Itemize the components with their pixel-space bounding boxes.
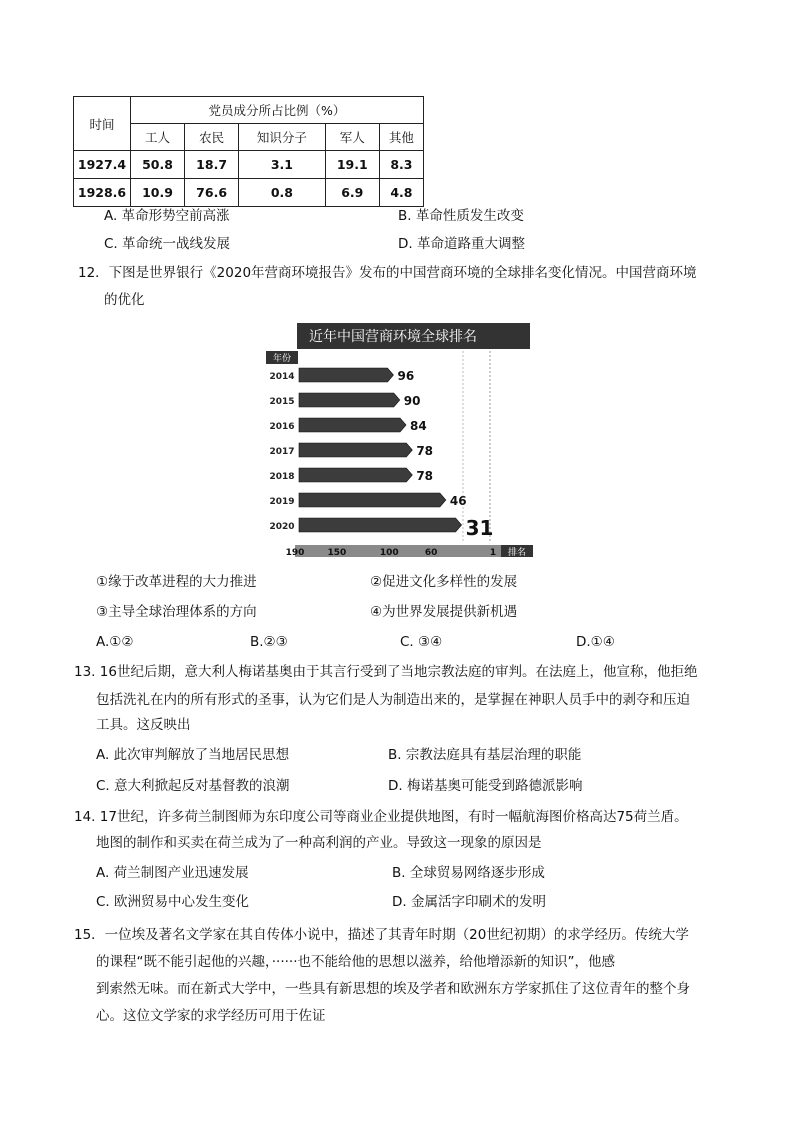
year-tick-label: 2019 (269, 497, 295, 507)
table-cell: 19.1 (325, 151, 379, 179)
q14-option-d: D. 金属活字印刷术的发明 (392, 894, 546, 910)
q15-stem-line4: 心。这位文学家的求学经历可用于佐证 (96, 1008, 326, 1024)
time-header: 时间 (74, 97, 131, 151)
q12-stem-line2: 的优化 (104, 292, 145, 308)
bar (299, 418, 406, 432)
table-cell: 8.3 (379, 151, 423, 179)
data-label: 96 (397, 369, 415, 383)
x-axis-band (295, 545, 505, 557)
column-header: 知识分子 (239, 124, 326, 151)
x-tick-label: 1 (489, 548, 497, 558)
q13-stem-line3: 工具。这反映出 (96, 717, 191, 733)
ranking-bar-chart (265, 323, 533, 559)
year-axis-label: 年份 (272, 354, 292, 364)
q12-statement-3: ③主导全球治理体系的方向 (96, 604, 257, 620)
data-label: 46 (449, 494, 467, 508)
q13-stem-line2: 包括洗礼在内的所有形式的圣事，认为它们是人为制造出来的，是掌握在神职人员手中的剥夺和压迫 (96, 692, 690, 708)
q12-option-d: D.①④ (576, 634, 615, 650)
year-tick-label: 2014 (269, 372, 295, 382)
table-cell: 3.1 (239, 151, 326, 179)
q12-option-c: C. ③④ (400, 634, 443, 650)
year-tick-label: 2015 (269, 397, 295, 407)
data-label: 78 (416, 469, 434, 483)
q11-option-d: D. 革命道路重大调整 (398, 236, 525, 252)
rank-axis-label: 排名 (507, 548, 527, 558)
q11-option-c: C. 革命统一战线发展 (104, 236, 231, 252)
q13-stem-line1: 13. 16世纪后期，意大利人梅诺基奥由于其言行受到了当地宗教法庭的审判。在法庭上，他宣称，他拒绝 (74, 664, 698, 680)
q12-option-b: B.②③ (250, 634, 288, 650)
year-tick-label: 2017 (269, 447, 295, 457)
group-header: 党员成分所占比例（%） (131, 97, 424, 124)
x-tick-label: 190 (285, 548, 305, 558)
data-label: 78 (416, 444, 434, 458)
bar (299, 368, 393, 382)
q12-statement-4: ④为世界发展提供新机遇 (370, 604, 518, 620)
table-cell: 0.8 (239, 179, 326, 207)
bar (299, 493, 446, 507)
row-time: 1928.6 (74, 179, 131, 207)
table-row (74, 151, 424, 179)
q14-option-a: A. 荷兰制图产业迅速发展 (96, 865, 249, 881)
q12-option-a: A.①② (96, 634, 134, 650)
chart-title: 近年中国营商环境全球排名 (309, 329, 477, 345)
q14-option-c: C. 欧洲贸易中心发生变化 (96, 894, 250, 910)
q12-statement-1: ①缘于改革进程的大力推进 (96, 574, 257, 590)
q15-stem-line2: 的课程“既不能引起他的兴趣，······也不能给他的思想以滋养，给他增添新的知识”，他感 (96, 954, 615, 970)
year-tick-label: 2018 (269, 472, 295, 482)
q13-option-c: C. 意大利掀起反对基督教的浪潮 (96, 778, 290, 794)
row-time: 1927.4 (74, 151, 131, 179)
table-cell: 4.8 (379, 179, 423, 207)
bar (299, 393, 400, 407)
party-composition-table (73, 96, 424, 207)
x-tick-label: 150 (327, 548, 347, 558)
q15-stem-line3: 到索然无味。而在新式大学中，一些具有新思想的埃及学者和欧洲东方学家抓住了这位青年的整个身 (96, 981, 690, 997)
year-tick-label: 2016 (269, 422, 295, 432)
data-label: 90 (403, 394, 421, 408)
q12-statement-2: ②促进文化多样性的发展 (370, 574, 518, 590)
column-header: 其他 (379, 124, 423, 151)
q15-stem-line1: 15．一位埃及著名文学家在其自传体小说中，描述了其青年时期（20世纪初期）的求学经历。传统大学 (74, 927, 689, 943)
bar (299, 443, 412, 457)
q13-option-d: D. 梅诺基奥可能受到路德派影响 (388, 778, 583, 794)
x-tick-label: 60 (424, 548, 438, 558)
table-cell: 50.8 (131, 151, 185, 179)
data-label: 84 (410, 419, 427, 433)
q14-stem-line1: 14. 17世纪，许多荷兰制图师为东印度公司等商业企业提供地图，有时一幅航海图价格高达75荷兰盾。 (74, 809, 688, 825)
q11-option-a: A. 革命形势空前高涨 (104, 208, 230, 224)
year-tick-label: 2020 (269, 522, 295, 532)
table-cell: 10.9 (131, 179, 185, 207)
table-cell: 18.7 (185, 151, 239, 179)
bar (299, 518, 462, 532)
column-header: 工人 (131, 124, 185, 151)
q14-stem-line2: 地图的制作和买卖在荷兰成为了一种高利润的产业。导致这一现象的原因是 (96, 835, 542, 851)
table-row (74, 179, 424, 207)
q11-option-b: B. 革命性质发生改变 (398, 208, 524, 224)
q14-option-b: B. 全球贸易网络逐步形成 (392, 865, 545, 881)
bar (299, 468, 412, 482)
x-tick-label: 100 (379, 548, 399, 558)
column-header: 军人 (325, 124, 379, 151)
data-label: 31 (465, 516, 494, 540)
table-cell: 6.9 (325, 179, 379, 207)
q12-stem-line1: 12．下图是世界银行《2020年营商环境报告》发布的中国营商环境的全球排名变化情况。中国营商环境 (78, 265, 697, 281)
q13-option-b: B. 宗教法庭具有基层治理的职能 (388, 747, 582, 763)
q13-option-a: A. 此次审判解放了当地居民思想 (96, 747, 290, 763)
column-header: 农民 (185, 124, 239, 151)
table-cell: 76.6 (185, 179, 239, 207)
